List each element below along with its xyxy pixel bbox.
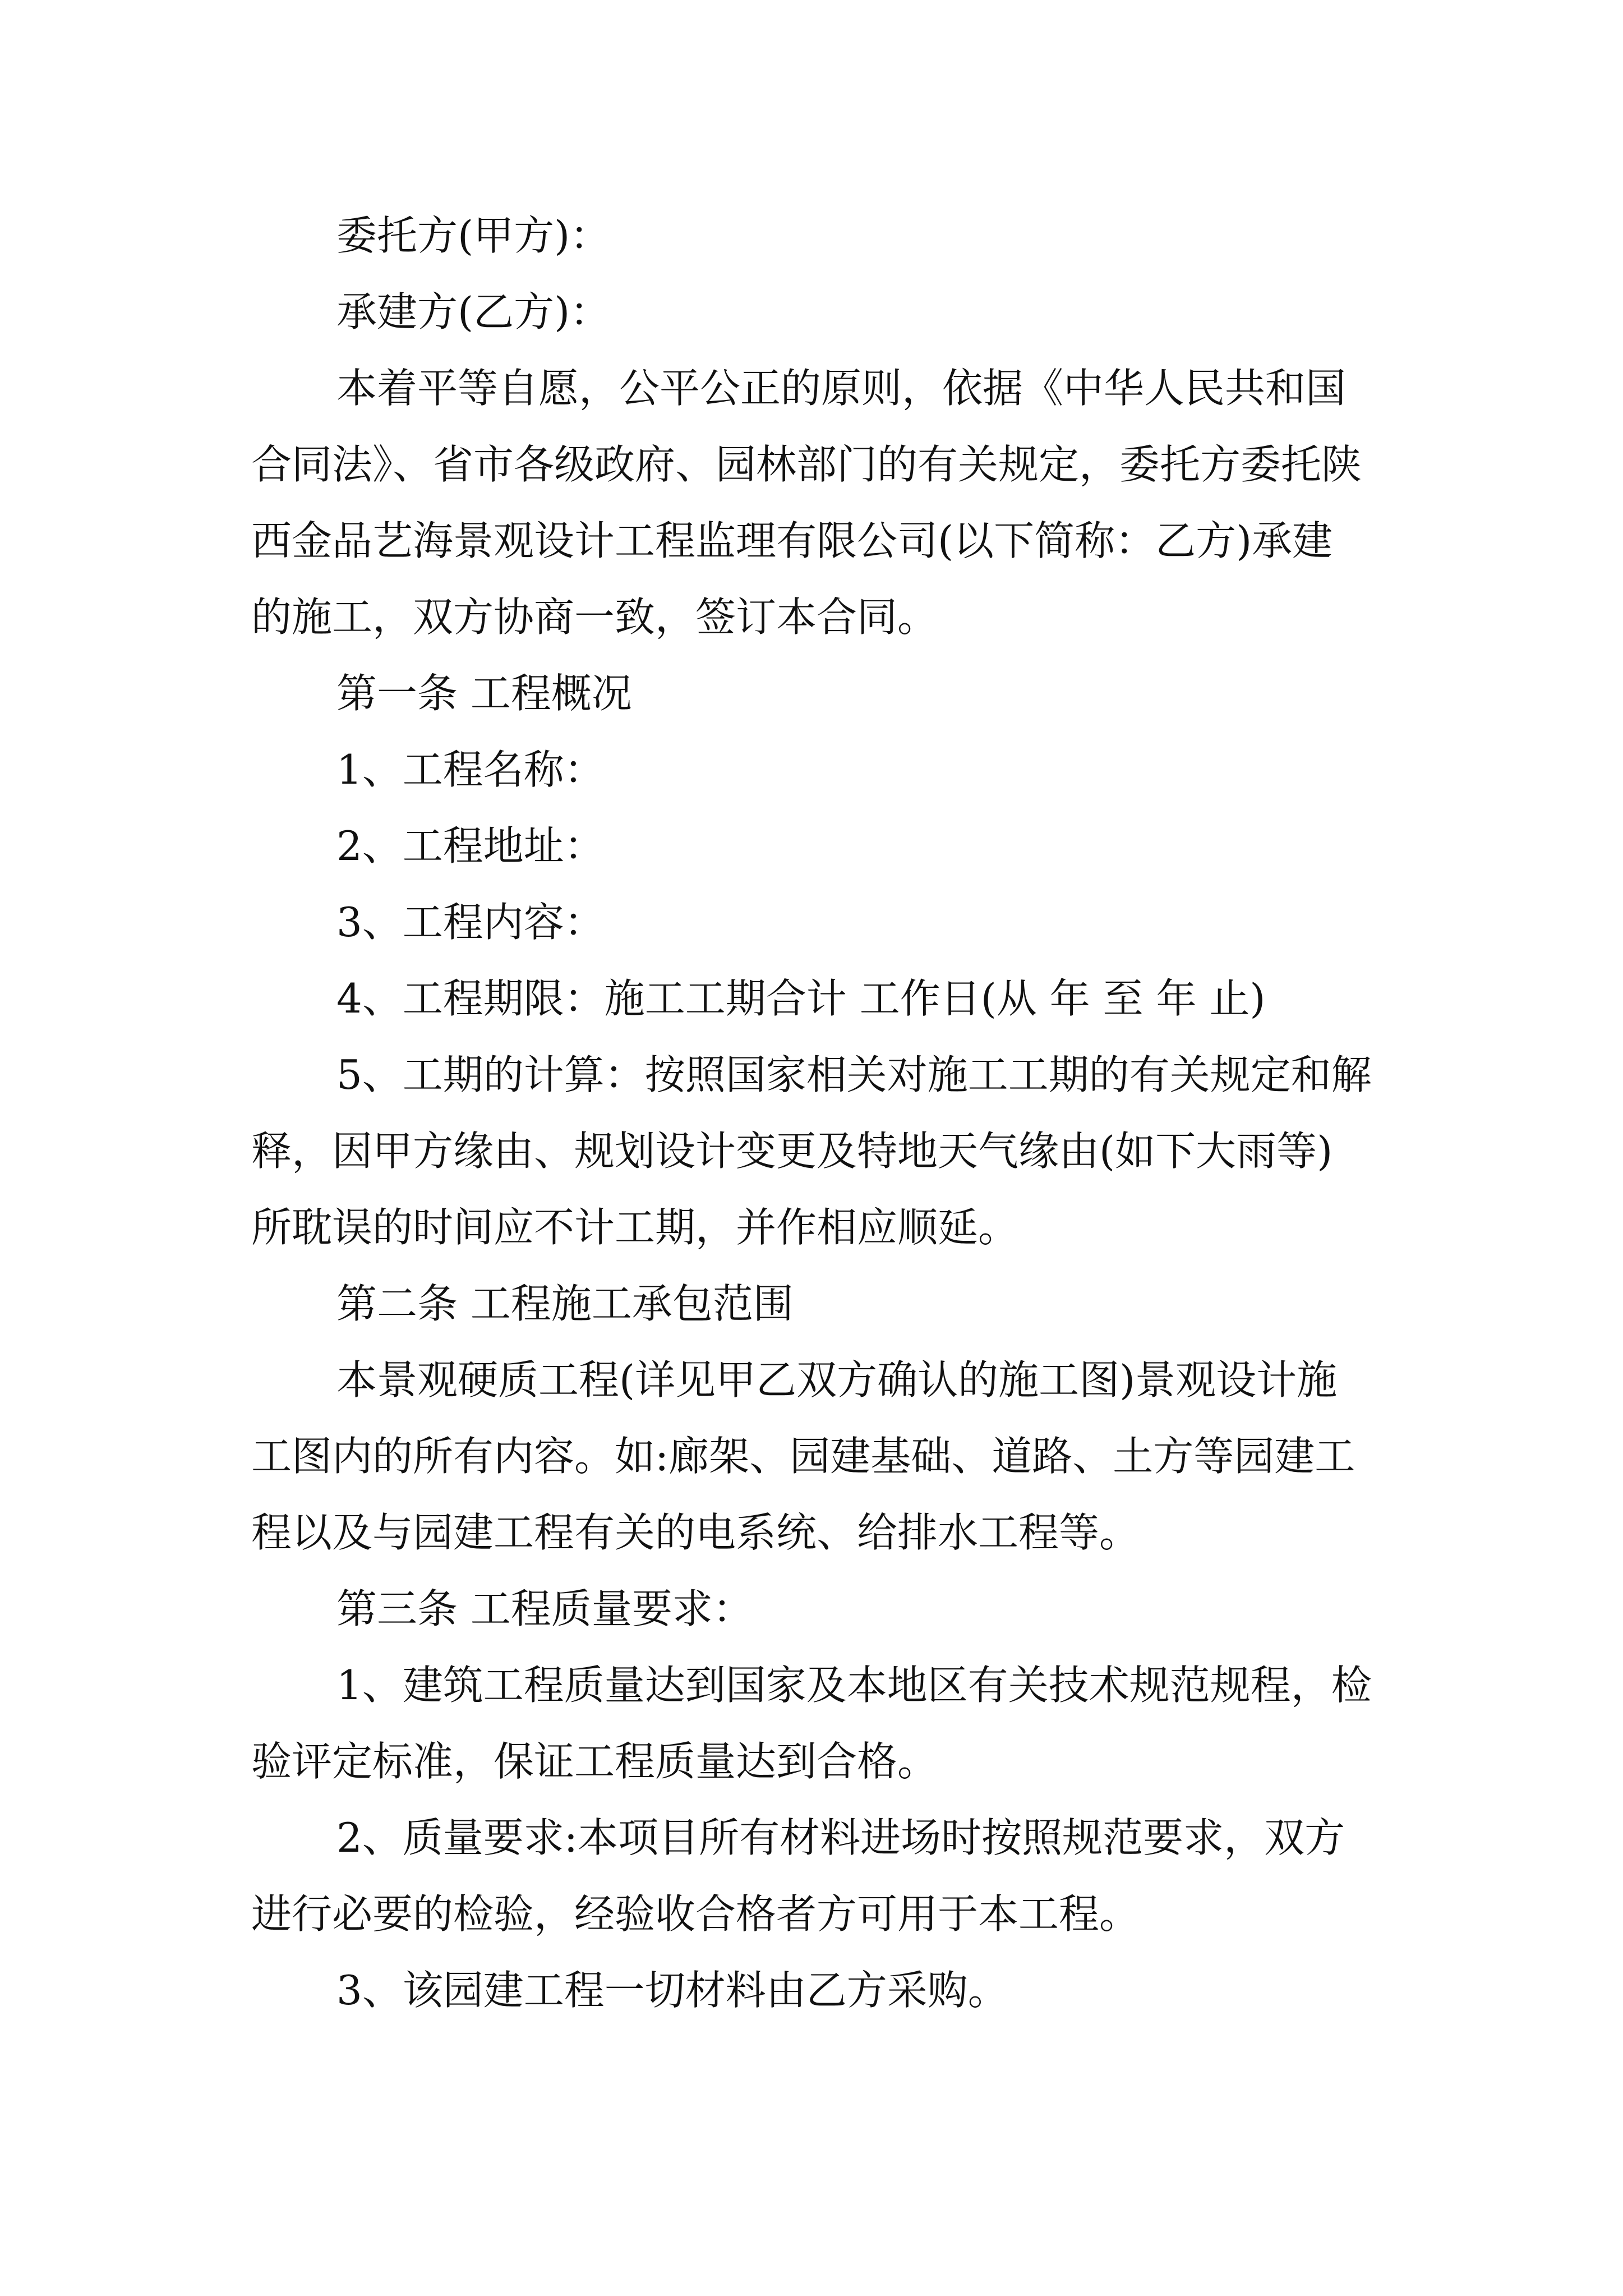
project-period-line: 4、工程期限：施工工期合计 工作日(从 年 至 年 止) bbox=[336, 975, 1266, 1022]
schedule-calculation-paragraph: 5、工期的计算：按照国家相关对施工工期的有关规定和解释，因甲方缘由、规划设计变更及特地天气缘由(如下大雨等)所耽误的时间应不计工期，并作相应顺延。 bbox=[251, 1051, 1372, 1251]
quality-item-3: 3、该园建工程一切材料由乙方采购。 bbox=[336, 1967, 1008, 2014]
party-b-line: 承建方(乙方)： bbox=[336, 288, 611, 335]
scope-paragraph: 本景观硬质工程(详见甲乙双方确认的施工图)景观设计施工图内的所有内容。如:廊架、园建基础、道路、土方等园建工程以及与园建工程有关的电系统、给排水工程等。 bbox=[251, 1356, 1355, 1556]
quality-item-2: 2、质量要求:本项目所有材料进场时按照规范要求，双方进行必要的检验，经验收合格者方可用于本工程。 bbox=[251, 1814, 1345, 1938]
party-a-line: 委托方(甲方)： bbox=[336, 212, 611, 259]
project-content-line: 3、工程内容： bbox=[336, 899, 605, 946]
preamble-paragraph: 本着平等自愿，公平公正的原则，依据《中华人民共和国合同法》、省市各级政府、园林部门的有关规定，委托方委托陕西金品艺海景观设计工程监理有限公司(以下简称：乙方)承建 的施工，双方协商一致，签订本合同。 bbox=[251, 365, 1362, 641]
quality-item-1: 1、建筑工程质量达到国家及本地区有关技术规范规程，检验评定标准，保证工程质量达到合格。 bbox=[251, 1662, 1372, 1785]
article-1-heading: 第一条 工程概况 bbox=[336, 670, 632, 717]
project-name-line: 1、工程名称： bbox=[336, 746, 605, 793]
article-2-heading: 第二条 工程施工承包范围 bbox=[336, 1280, 794, 1327]
document-body bbox=[251, 197, 1373, 2028]
article-3-heading: 第三条 工程质量要求： bbox=[336, 1585, 753, 1632]
project-address-line: 2、工程地址： bbox=[336, 822, 605, 869]
